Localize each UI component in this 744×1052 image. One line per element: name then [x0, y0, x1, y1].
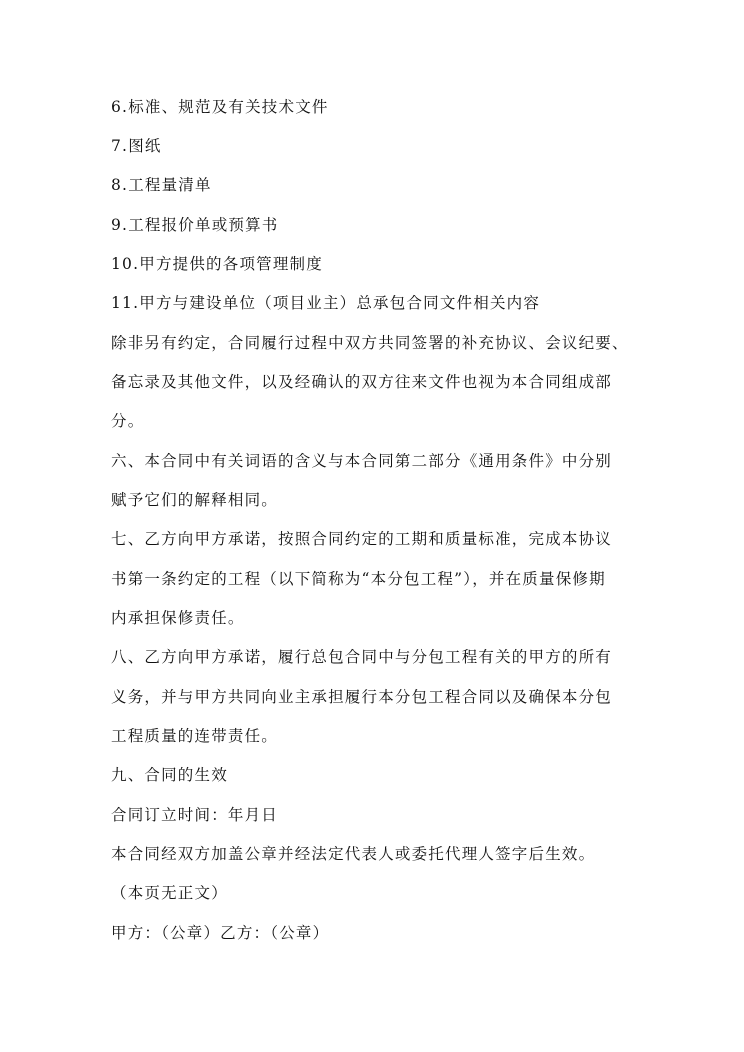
clause-7-line-1: 七、乙方向甲方承诺，按照合同约定的工期和质量标准，完成本协议	[111, 530, 613, 548]
paragraph-supplementary-line-3: 分。	[111, 412, 145, 430]
effectiveness-line: 本合同经双方加盖公章并经法定代表人或委托代理人签字后生效。	[111, 845, 596, 863]
no-body-text-note: （本页无正文）	[111, 884, 228, 902]
list-item-11: 11.甲方与建设单位（项目业主）总承包合同文件相关内容	[111, 294, 541, 312]
clause-7-line-3: 内承担保修责任。	[111, 609, 245, 627]
list-item-6: 6.标准、规范及有关技术文件	[111, 98, 329, 116]
clause-6-line-2: 赋予它们的解释相同。	[111, 491, 279, 509]
clause-6-line-1: 六、本合同中有关词语的含义与本合同第二部分《通用条件》中分别	[111, 452, 613, 470]
paragraph-supplementary-line-2: 备忘录及其他文件，以及经确认的双方往来文件也视为本合同组成部	[111, 373, 613, 391]
signature-line: 甲方：（公章）乙方：（公章）	[111, 924, 330, 942]
contract-date-line: 合同订立时间：年月日	[111, 806, 279, 824]
list-item-7: 7.图纸	[111, 137, 162, 155]
clause-7-line-2: 书第一条约定的工程（以下简称为“本分包工程”），并在质量保修期	[111, 570, 606, 588]
list-item-8: 8.工程量清单	[111, 176, 212, 194]
clause-8-line-1: 八、乙方向甲方承诺，履行总包合同中与分包工程有关的甲方的所有	[111, 648, 613, 666]
clause-9-heading: 九、合同的生效	[111, 766, 228, 784]
list-item-9: 9.工程报价单或预算书	[111, 216, 279, 234]
clause-8-line-2: 义务，并与甲方共同向业主承担履行本分包工程合同以及确保本分包	[111, 688, 613, 706]
clause-8-line-3: 工程质量的连带责任。	[111, 727, 279, 745]
list-item-10: 10.甲方提供的各项管理制度	[111, 255, 323, 273]
paragraph-supplementary-line-1: 除非另有约定，合同履行过程中双方共同签署的补充协议、会议纪要、	[111, 334, 629, 352]
